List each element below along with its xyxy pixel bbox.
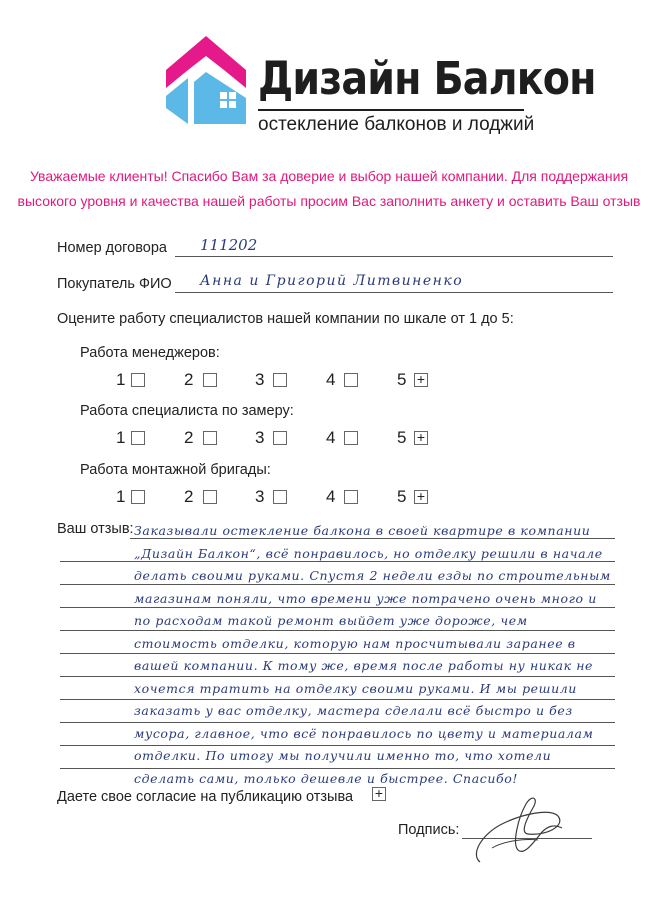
rating-option: 5 bbox=[397, 370, 407, 389]
rating-option: 3 bbox=[255, 428, 265, 447]
rating-option: 2 bbox=[184, 428, 194, 447]
rating-checkbox-3[interactable] bbox=[273, 373, 287, 387]
rating-option: 1 bbox=[116, 370, 126, 389]
brand-tagline: остекление балконов и лоджий bbox=[258, 114, 535, 135]
rating-option: 5 bbox=[397, 487, 407, 506]
intro-message: Уважаемые клиенты! Спасибо Вам за доверие и выбор нашей компании. Для поддержания высокого уровня и качества нашей работы просим Вас заполнить анкету и оставить Ваш отзыв bbox=[17, 168, 641, 209]
rating-option: 2 bbox=[184, 370, 194, 389]
rating-row-installers bbox=[116, 487, 436, 509]
company-logo bbox=[160, 34, 252, 126]
rating-option: 3 bbox=[255, 370, 265, 389]
contract-label: Номер договора bbox=[57, 240, 167, 256]
rating-checkbox-2[interactable] bbox=[203, 490, 217, 504]
rating-option: 4 bbox=[326, 370, 336, 389]
rating-option: 2 bbox=[184, 487, 194, 506]
rating-row-managers bbox=[116, 370, 436, 392]
rating-option: 4 bbox=[326, 428, 336, 447]
rating-checkbox-2[interactable] bbox=[203, 373, 217, 387]
rating-option: 1 bbox=[116, 428, 126, 447]
rating-checkbox-3[interactable] bbox=[273, 431, 287, 445]
contract-value: 111202 bbox=[200, 236, 258, 254]
rating-option: 1 bbox=[116, 487, 126, 506]
brand-divider bbox=[258, 109, 524, 111]
rating-option: 3 bbox=[255, 487, 265, 506]
rating-option: 4 bbox=[326, 487, 336, 506]
rating-checkbox-3[interactable] bbox=[273, 490, 287, 504]
review-handwritten-text bbox=[134, 520, 614, 790]
rating-row-measurer bbox=[116, 428, 436, 450]
rating-checkbox-1[interactable] bbox=[131, 431, 145, 445]
rating-checkbox-5-checked[interactable]: + bbox=[414, 431, 428, 445]
signature-mark bbox=[462, 784, 572, 874]
contract-line bbox=[175, 256, 613, 257]
signature-label: Подпись: bbox=[398, 822, 460, 838]
review-text-value: Заказывали остекление балкона в своей квартире в компании „Дизайн Балкон“, всё понравилось, но отделку решили в начале делать своими руками. Спустя 2 недели езды по строительным магазинам поняли, что времени уже потрачено очень много и по расходам такой ремонт выйдет уже дороже, чем стоимость отделки, которую нам просчитывали заранее в вашей компании. К тому же, время после работы ну никак не хочется тратить на отделку своими руками. И мы решили заказать у вас отделку, мастера сделали всё быстро и без мусора, главное, что всё понравилось по цвету и материалам отделки. По итогу мы получили именно то, что хотели сделать сами, только дешевле и быстрее. Спасибо! bbox=[134, 523, 611, 786]
buyer-value: Анна и Григорий Литвиненко bbox=[200, 273, 464, 289]
rating-option: 5 bbox=[397, 428, 407, 447]
rating-label-managers: Работа менеджеров: bbox=[80, 345, 220, 361]
rating-checkbox-5-checked[interactable]: + bbox=[414, 373, 428, 387]
rating-label-installers: Работа монтажной бригады: bbox=[80, 462, 271, 478]
review-label: Ваш отзыв: bbox=[57, 521, 134, 537]
rating-prompt: Оцените работу специалистов нашей компании по шкале от 1 до 5: bbox=[57, 311, 514, 327]
consent-checkbox-checked[interactable]: + bbox=[372, 787, 386, 801]
rating-checkbox-1[interactable] bbox=[131, 373, 145, 387]
rating-checkbox-4[interactable] bbox=[344, 431, 358, 445]
rating-checkbox-4[interactable] bbox=[344, 490, 358, 504]
buyer-line bbox=[175, 292, 613, 293]
rating-checkbox-1[interactable] bbox=[131, 490, 145, 504]
consent-label: Даете свое согласие на публикацию отзыва bbox=[57, 789, 354, 805]
rating-checkbox-5-checked[interactable]: + bbox=[414, 490, 428, 504]
rating-checkbox-2[interactable] bbox=[203, 431, 217, 445]
rating-checkbox-4[interactable] bbox=[344, 373, 358, 387]
brand-name: Дизайн Балкон bbox=[258, 52, 596, 105]
buyer-label: Покупатель ФИО bbox=[57, 276, 172, 292]
rating-label-measurer: Работа специалиста по замеру: bbox=[80, 403, 294, 419]
